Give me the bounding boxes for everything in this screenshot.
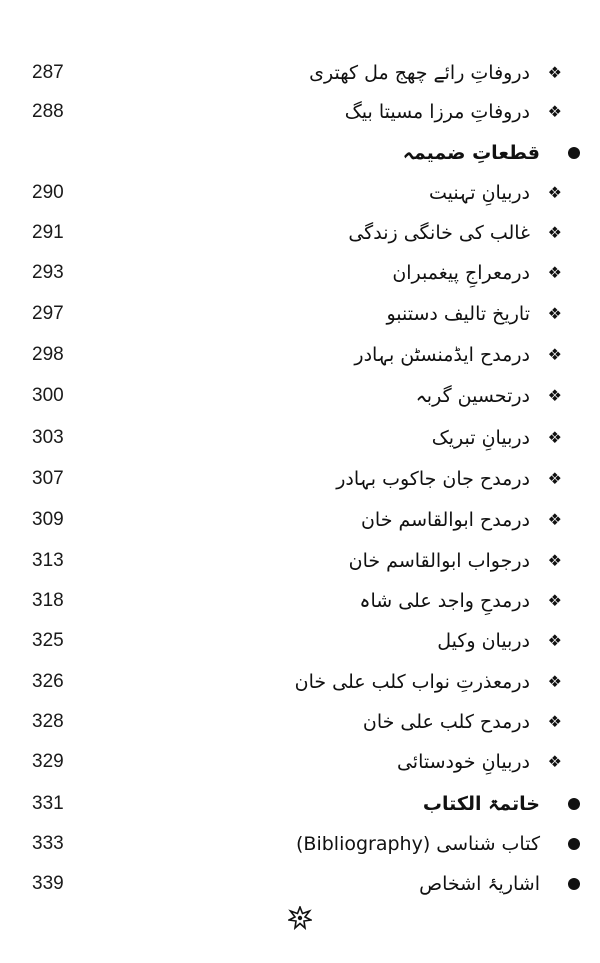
toc-entry <box>0 827 600 861</box>
page-number: 293 <box>32 262 64 283</box>
star-ornament-icon <box>288 906 312 930</box>
entry-title: دروفاتِ رائے چھج مل کھتری <box>309 62 530 84</box>
diamond-bullet-icon: ❖ <box>547 591 562 610</box>
page-number: 318 <box>32 590 64 611</box>
page-number: 298 <box>32 344 64 365</box>
toc-entry <box>0 584 600 618</box>
entry-title: درمعراجِ پیغمبران <box>392 262 530 284</box>
entry-title: درمدح ایڈمنسٹن بہادر <box>354 344 530 366</box>
toc-section-heading <box>0 136 600 170</box>
round-bullet-icon <box>568 838 580 850</box>
page-number: 326 <box>32 671 64 692</box>
diamond-bullet-icon: ❖ <box>547 752 562 771</box>
toc-entry <box>0 421 600 455</box>
diamond-bullet-icon: ❖ <box>547 263 562 282</box>
page-number: 290 <box>32 182 64 203</box>
toc-entry <box>0 503 600 537</box>
toc-entry <box>0 462 600 496</box>
toc-entry <box>0 867 600 901</box>
diamond-bullet-icon: ❖ <box>547 345 562 364</box>
entry-title: درمعذرتِ نواب کلب علی خان <box>294 671 530 693</box>
diamond-bullet-icon: ❖ <box>547 631 562 650</box>
entry-title: درتحسین گربہ <box>415 385 530 407</box>
page-number: 287 <box>32 62 64 83</box>
page-number: 328 <box>32 711 64 732</box>
page-number: 329 <box>32 751 64 772</box>
page-number: 325 <box>32 630 64 651</box>
toc-entry <box>0 379 600 413</box>
round-bullet-icon <box>568 798 580 810</box>
entry-title: دروفاتِ مرزا مسیتا بیگ <box>344 101 530 123</box>
entry-title: درمدح ابوالقاسم خان <box>360 509 530 531</box>
entry-title: دربیان وکیل <box>437 630 530 652</box>
entry-title: درمدح جان جاکوب بہادر <box>336 468 530 490</box>
diamond-bullet-icon: ❖ <box>547 386 562 405</box>
diamond-bullet-icon: ❖ <box>547 469 562 488</box>
page-number: 288 <box>32 101 64 122</box>
diamond-bullet-icon: ❖ <box>547 510 562 529</box>
entry-title: غالب کی خانگی زندگی <box>348 222 530 244</box>
diamond-bullet-icon: ❖ <box>547 183 562 202</box>
toc-entry <box>0 256 600 290</box>
page-number: 339 <box>32 873 64 894</box>
page-number: 307 <box>32 468 64 489</box>
entry-title: درجواب ابوالقاسم خان <box>348 550 530 572</box>
diamond-bullet-icon: ❖ <box>547 551 562 570</box>
round-bullet-icon <box>568 147 580 159</box>
page-number: 309 <box>32 509 64 530</box>
diamond-bullet-icon: ❖ <box>547 712 562 731</box>
page-number: 313 <box>32 550 64 571</box>
section-title: قطعاتِ ضمیمہ <box>402 142 540 164</box>
toc-entry <box>0 297 600 331</box>
round-bullet-icon <box>568 878 580 890</box>
page-number: 331 <box>32 793 64 814</box>
toc-entry <box>0 95 600 129</box>
toc-entry <box>0 624 600 658</box>
diamond-bullet-icon: ❖ <box>547 223 562 242</box>
toc-section-heading <box>0 787 600 821</box>
toc-entry <box>0 56 600 90</box>
entry-title: کتاب شناسی (Bibliography) <box>296 833 540 855</box>
entry-title: دربیانِ تہنیت <box>429 182 530 204</box>
entry-title: درمدح کلب علی خان <box>362 711 530 733</box>
diamond-bullet-icon: ❖ <box>547 304 562 323</box>
entry-title: اشاریۂ اشخاص <box>419 873 540 895</box>
page-number: 297 <box>32 303 64 324</box>
toc-entry <box>0 745 600 779</box>
entry-title: درمدحِ واجد علی شاہ <box>359 590 530 612</box>
page-number: 291 <box>32 222 64 243</box>
diamond-bullet-icon: ❖ <box>547 672 562 691</box>
page-number: 300 <box>32 385 64 406</box>
diamond-bullet-icon: ❖ <box>547 428 562 447</box>
diamond-bullet-icon: ❖ <box>547 63 562 82</box>
toc-entry <box>0 705 600 739</box>
section-title: خاتمۃ الکتاب <box>422 793 540 815</box>
toc-entry <box>0 338 600 372</box>
toc-entry <box>0 176 600 210</box>
toc-entry <box>0 665 600 699</box>
entry-title: تاریخ تالیف دستنبو <box>386 303 530 325</box>
page-number: 303 <box>32 427 64 448</box>
entry-title: دربیانِ تبریک <box>431 427 530 449</box>
toc-entry <box>0 544 600 578</box>
page-number: 333 <box>32 833 64 854</box>
entry-title: دربیانِ خودستائی <box>396 751 530 773</box>
diamond-bullet-icon: ❖ <box>547 102 562 121</box>
toc-entry <box>0 216 600 250</box>
